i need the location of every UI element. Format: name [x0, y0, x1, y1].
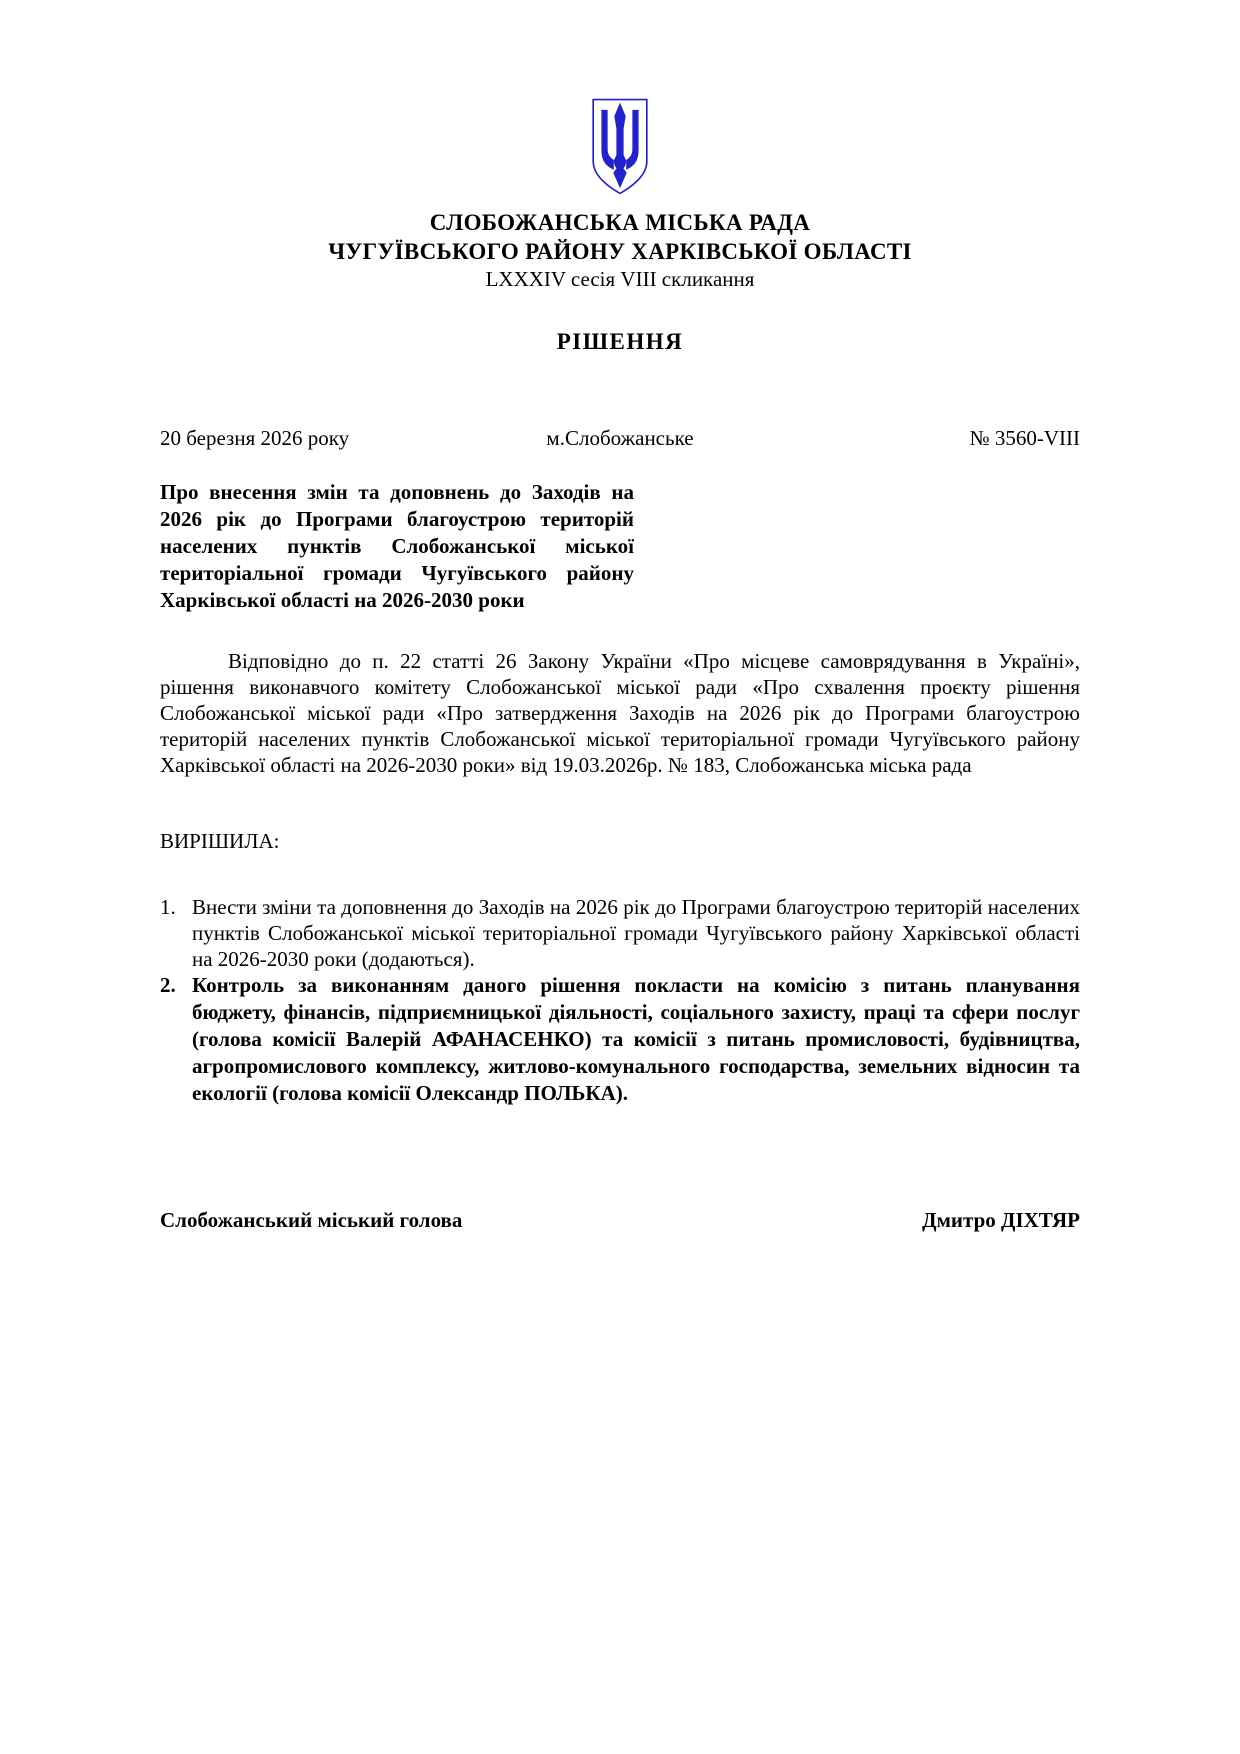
council-name: СЛОБОЖАНСЬКА МІСЬКА РАДА: [429, 210, 811, 235]
document-header: [160, 208, 1080, 293]
emblem-trident-shape: [601, 103, 638, 189]
subject-paragraph: Про внесення змін та доповнень до Заходів на 2026 рік до Програми благоустрою територій населених пунктів Слобожанської міської територіальної громади Чугуївського району Харківської області на 2026-2030 роки: [160, 480, 634, 612]
resolved-heading: ВИРІШИЛА:: [160, 829, 280, 853]
district-name: ЧУГУЇВСЬКОГО РАЙОНУ ХАРКІВСЬКОЇ ОБЛАСТІ: [328, 239, 912, 264]
doc-number: № 3560-VIII: [969, 426, 1081, 450]
item-text: Контроль за виконанням даного рішення покласти на комісію з питань планування бюджету, фінансів, підприємницької діяльності, соціального захисту, праці та сфери послуг (голова комісії Валерій АФАНАСЕНКО) та комісії з питань промисловості, будівництва, агропромислового комплексу, житлово-комунального господарства, земельних відносин та екології (голова комісії Олександр ПОЛЬКА).: [192, 973, 1080, 1105]
item-number: 1.: [160, 895, 176, 919]
emblem-container: [160, 96, 1080, 198]
doc-date: 20 березня 2026 року: [160, 426, 350, 450]
doc-type-title: РІШЕННЯ: [556, 329, 684, 354]
signature-name: Дмитро ДІХТЯР: [922, 1208, 1080, 1232]
decision-item-2: [160, 972, 1080, 1107]
decision-items-list: [160, 894, 1080, 1107]
doc-place: м.Слобожанське: [546, 426, 694, 450]
signature-position: Слобожанський міський голова: [160, 1208, 463, 1232]
decision-item-1: [160, 894, 1080, 972]
preamble-paragraph: Відповідно до п. 22 статті 26 Закону України «Про місцеве самоврядування в Україні», рішення виконавчого комітету Слобожанської міської ради «Про схвалення проєкту рішення Слобожанської міської ради «Про затвердження Заходів на 2026 рік до Програми благоустрою територій населених пунктів Слобожанської міської територіальної громади Чугуївського району Харківської області на 2026-2030 роки» від 19.03.2026р. № 183, Слобожанська міська рада: [160, 649, 1080, 777]
item-text: Внести зміни та доповнення до Заходів на 2026 рік до Програми благоустрою територій населених пунктів Слобожанської міської територіальної громади Чугуївського району Харківської області на 2026-2030 роки (додаються).: [192, 895, 1080, 971]
session-info: LXXXIV сесія VIII скликання: [485, 267, 755, 291]
item-number: 2.: [160, 973, 176, 997]
ukraine-trident-icon: [587, 96, 653, 198]
signature-block: [160, 1207, 1080, 1233]
meta-row: [160, 425, 1080, 451]
